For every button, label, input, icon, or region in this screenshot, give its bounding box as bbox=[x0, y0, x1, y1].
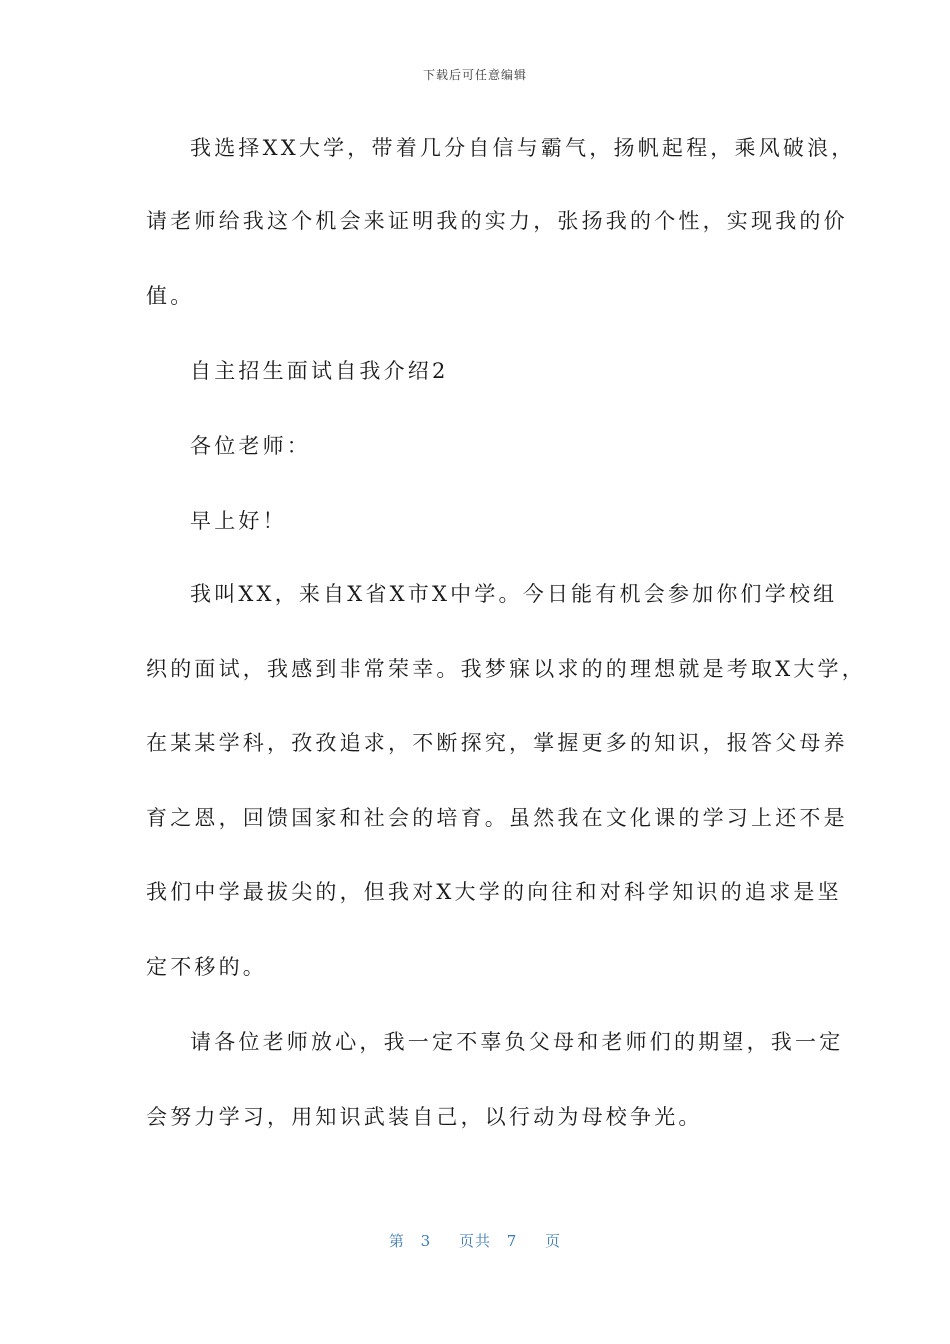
footer-total-pages: 7 bbox=[506, 1232, 518, 1250]
paragraph-3-line-2: 会努力学习，用知识武装自己，以行动为母校争光。 bbox=[146, 1105, 703, 1129]
page-footer bbox=[0, 1230, 950, 1251]
footer-middle: 页共 bbox=[458, 1232, 491, 1250]
salutation: 各位老师： bbox=[190, 434, 311, 458]
paragraph-2-line-6: 定不移的。 bbox=[146, 955, 267, 979]
greeting: 早上好！ bbox=[190, 509, 287, 533]
paragraph-2-line-3: 在某某学科，孜孜追求，不断探究，掌握更多的知识，报答父母养 bbox=[146, 731, 848, 755]
section-heading: 自主招生面试自我介绍2 bbox=[190, 359, 449, 383]
paragraph-2-line-1: 我叫XX，来自X省X市X中学。今日能有机会参加你们学校组 bbox=[190, 582, 838, 606]
footer-prefix: 第 bbox=[388, 1232, 405, 1250]
paragraph-3-line-1: 请各位老师放心，我一定不辜负父母和老师们的期望，我一定 bbox=[190, 1030, 844, 1054]
footer-current-page: 3 bbox=[420, 1232, 432, 1250]
header-note: 下载后可任意编辑 bbox=[422, 68, 527, 82]
paragraph-1-line-2: 请老师给我这个机会来证明我的实力，张扬我的个性，实现我的价 bbox=[146, 209, 848, 233]
paragraph-1-line-1: 我选择XX大学，带着几分自信与霸气，扬帆起程，乘风破浪， bbox=[190, 136, 856, 160]
paragraph-1-line-3: 值。 bbox=[146, 284, 195, 308]
paragraph-2-line-4: 育之恩，回馈国家和社会的培育。虽然我在文化课的学习上还不是 bbox=[146, 806, 848, 830]
paragraph-2-line-5: 我们中学最拔尖的，但我对X大学的向往和对科学知识的追求是坚 bbox=[146, 880, 842, 904]
paragraph-2-line-2: 织的面试，我感到非常荣幸。我梦寐以求的的理想就是考取X大学， bbox=[146, 657, 866, 681]
footer-suffix: 页 bbox=[545, 1232, 562, 1250]
